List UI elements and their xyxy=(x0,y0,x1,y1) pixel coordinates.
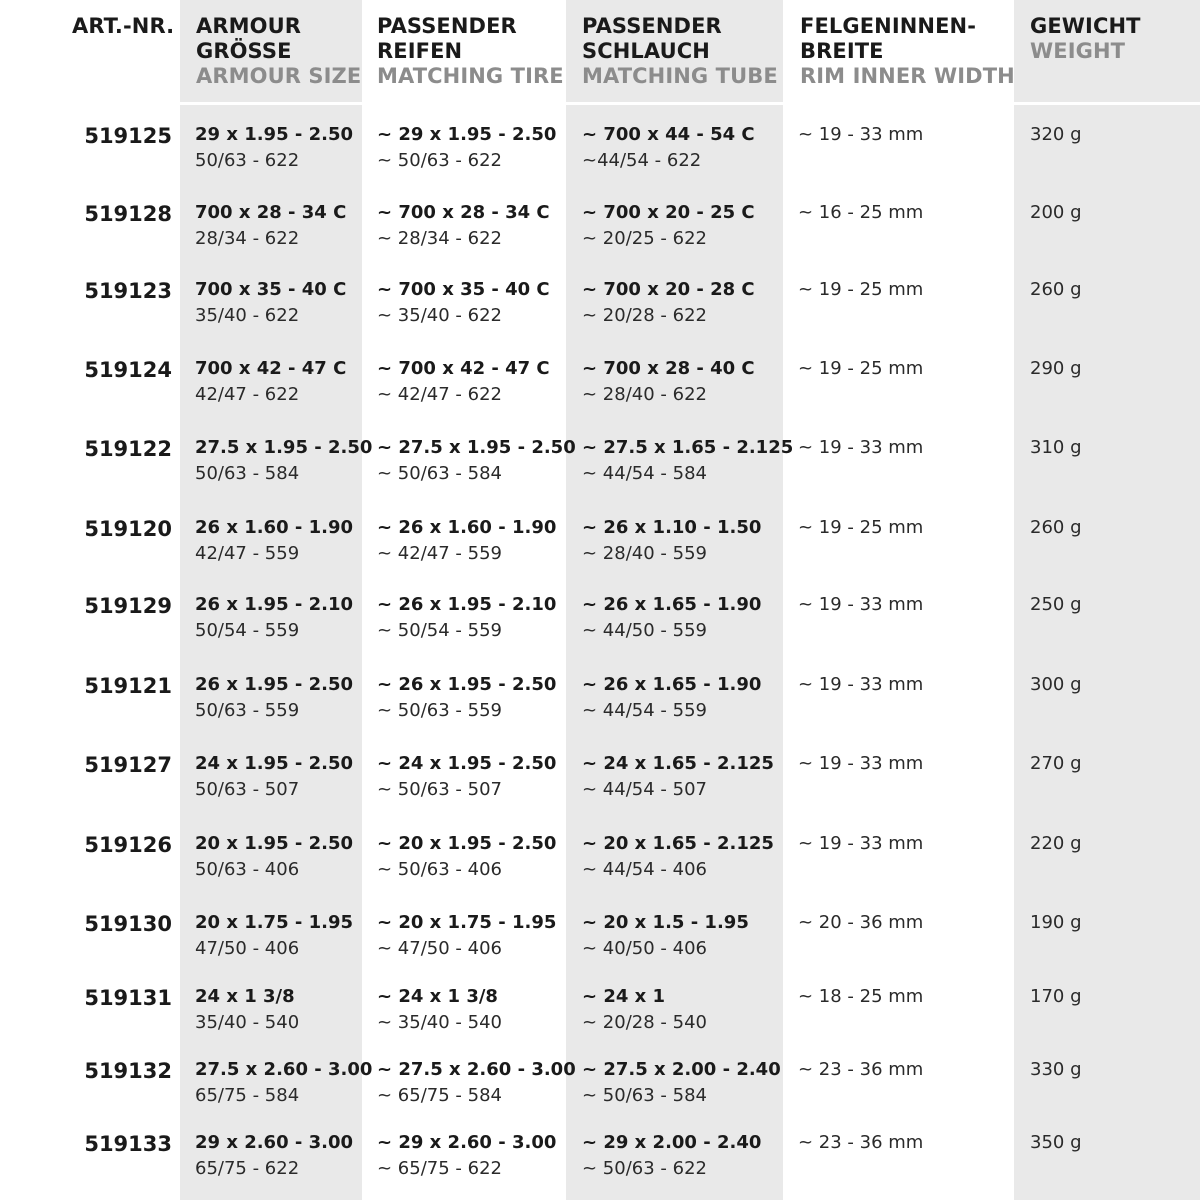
matching-tire: ~ 26 x 1.95 - 2.10 xyxy=(377,594,557,615)
table-row xyxy=(0,435,1200,495)
matching-tire-etrto: ~ 50/54 - 559 xyxy=(377,620,502,641)
matching-tube: ~ 27.5 x 2.00 - 2.40 xyxy=(582,1059,781,1080)
armour-size-cell xyxy=(195,592,353,644)
table-row xyxy=(0,672,1200,732)
matching-tube: ~ 26 x 1.10 - 1.50 xyxy=(582,517,762,538)
article-number-cell xyxy=(0,123,172,149)
armour-size-cell xyxy=(195,356,346,408)
matching-tube-etrto: ~ 20/25 - 622 xyxy=(582,228,707,249)
weight-cell xyxy=(1030,122,1082,148)
matching-tire-etrto: ~ 65/75 - 622 xyxy=(377,1158,502,1179)
rim-inner-width-cell xyxy=(798,1057,923,1083)
armour-etrto: 42/47 - 559 xyxy=(195,543,300,564)
matching-tire-etrto: ~ 50/63 - 622 xyxy=(377,150,502,171)
rim-inner-width: ~ 19 - 25 mm xyxy=(798,279,924,300)
header-armour-de-line1: ARMOUR xyxy=(196,14,301,38)
table-row xyxy=(0,1130,1200,1190)
matching-tire-etrto: ~ 47/50 - 406 xyxy=(377,938,502,959)
weight: 310 g xyxy=(1030,437,1082,458)
rim-inner-width: ~ 19 - 33 mm xyxy=(798,594,924,615)
matching-tire-etrto: ~ 50/63 - 406 xyxy=(377,859,502,880)
matching-tire: ~ 26 x 1.60 - 1.90 xyxy=(377,517,557,538)
matching-tire: ~ 29 x 2.60 - 3.00 xyxy=(377,1132,557,1153)
matching-tire-cell xyxy=(377,515,556,567)
matching-tire-etrto: ~ 35/40 - 622 xyxy=(377,305,502,326)
header-rim-en: RIM INNER WIDTH xyxy=(800,64,1015,88)
matching-tire-cell xyxy=(377,277,550,329)
matching-tube-cell xyxy=(582,910,749,962)
matching-tube-etrto: ~ 44/54 - 507 xyxy=(582,779,707,800)
table-row xyxy=(0,200,1200,260)
matching-tire-cell xyxy=(377,356,550,408)
header-weight xyxy=(1030,14,1141,64)
armour-size: 29 x 2.60 - 3.00 xyxy=(195,1132,354,1153)
weight-cell xyxy=(1030,1057,1082,1083)
header-tire-de-line1: PASSENDER xyxy=(377,14,517,38)
matching-tube: ~ 27.5 x 1.65 - 2.125 xyxy=(582,437,794,458)
weight-cell xyxy=(1030,1130,1082,1156)
armour-etrto: 35/40 - 540 xyxy=(195,1012,300,1033)
matching-tube-cell xyxy=(582,122,755,174)
weight: 220 g xyxy=(1030,833,1082,854)
weight: 250 g xyxy=(1030,594,1082,615)
matching-tube-cell xyxy=(582,435,793,487)
header-rim-inner-width xyxy=(800,14,1015,89)
rim-inner-width-cell xyxy=(798,200,923,226)
matching-tire-etrto: ~ 65/75 - 584 xyxy=(377,1085,502,1106)
rim-inner-width-cell xyxy=(798,672,923,698)
armour-size: 27.5 x 1.95 - 2.50 xyxy=(195,437,373,458)
armour-size: 27.5 x 2.60 - 3.00 xyxy=(195,1059,373,1080)
matching-tire: ~ 20 x 1.95 - 2.50 xyxy=(377,833,557,854)
weight-cell xyxy=(1030,356,1082,382)
armour-size: 20 x 1.75 - 1.95 xyxy=(195,912,354,933)
weight: 190 g xyxy=(1030,912,1082,933)
armour-size-cell xyxy=(195,1130,353,1182)
matching-tire: ~ 29 x 1.95 - 2.50 xyxy=(377,124,557,145)
matching-tire-cell xyxy=(377,122,556,174)
armour-etrto: 47/50 - 406 xyxy=(195,938,300,959)
matching-tire-cell xyxy=(377,984,502,1036)
matching-tube-etrto: ~ 44/54 - 559 xyxy=(582,700,707,721)
article-number: 519133 xyxy=(84,1132,172,1156)
matching-tube: ~ 24 x 1.65 - 2.125 xyxy=(582,753,774,774)
header-weight-de: GEWICHT xyxy=(1030,14,1141,38)
weight: 300 g xyxy=(1030,674,1082,695)
rim-inner-width-cell xyxy=(798,1130,923,1156)
rim-inner-width: ~ 23 - 36 mm xyxy=(798,1059,924,1080)
armour-size-cell xyxy=(195,515,353,567)
rim-inner-width: ~ 19 - 25 mm xyxy=(798,358,924,379)
article-number-cell xyxy=(0,357,172,383)
armour-etrto: 50/63 - 507 xyxy=(195,779,300,800)
header-divider xyxy=(0,102,1200,105)
armour-size-cell xyxy=(195,910,353,962)
armour-size-cell xyxy=(195,122,353,174)
rim-inner-width: ~ 19 - 33 mm xyxy=(798,124,924,145)
matching-tube-cell xyxy=(582,592,761,644)
weight: 170 g xyxy=(1030,986,1082,1007)
armour-size-cell xyxy=(195,831,353,883)
matching-tube-etrto: ~ 20/28 - 622 xyxy=(582,305,707,326)
header-tire-en: MATCHING TIRE xyxy=(377,64,564,88)
armour-size: 700 x 42 - 47 C xyxy=(195,358,347,379)
rim-inner-width-cell xyxy=(798,435,923,461)
header-weight-en: WEIGHT xyxy=(1030,39,1126,63)
rim-inner-width: ~ 19 - 33 mm xyxy=(798,753,924,774)
armour-size: 26 x 1.95 - 2.50 xyxy=(195,674,354,695)
armour-size: 24 x 1.95 - 2.50 xyxy=(195,753,354,774)
weight: 270 g xyxy=(1030,753,1082,774)
matching-tube-etrto: ~ 44/50 - 559 xyxy=(582,620,707,641)
article-number: 519128 xyxy=(84,202,172,226)
table-row xyxy=(0,515,1200,575)
armour-size-cell xyxy=(195,277,346,329)
matching-tire-cell xyxy=(377,1057,576,1109)
rim-inner-width-cell xyxy=(798,277,923,303)
matching-tube-etrto: ~44/54 - 622 xyxy=(582,150,702,171)
rim-inner-width: ~ 19 - 33 mm xyxy=(798,437,924,458)
article-number-cell xyxy=(0,201,172,227)
header-armour-en: ARMOUR SIZE xyxy=(196,64,362,88)
matching-tire-etrto: ~ 50/63 - 559 xyxy=(377,700,502,721)
matching-tire-etrto: ~ 42/47 - 559 xyxy=(377,543,502,564)
matching-tube-etrto: ~ 44/54 - 584 xyxy=(582,463,707,484)
rim-inner-width-cell xyxy=(798,356,923,382)
matching-tube-cell xyxy=(582,515,761,567)
table-row xyxy=(0,1057,1200,1117)
table-row xyxy=(0,831,1200,891)
matching-tube-cell xyxy=(582,984,707,1036)
matching-tire: ~ 700 x 35 - 40 C xyxy=(377,279,550,300)
article-number: 519120 xyxy=(84,517,172,541)
article-number: 519123 xyxy=(84,279,172,303)
article-number-cell xyxy=(0,278,172,304)
armour-etrto: 35/40 - 622 xyxy=(195,305,300,326)
matching-tire: ~ 700 x 42 - 47 C xyxy=(377,358,550,379)
matching-tube-etrto: ~ 20/28 - 540 xyxy=(582,1012,707,1033)
rim-inner-width: ~ 19 - 33 mm xyxy=(798,674,924,695)
armour-size: 29 x 1.95 - 2.50 xyxy=(195,124,354,145)
armour-etrto: 65/75 - 622 xyxy=(195,1158,300,1179)
article-number-cell xyxy=(0,593,172,619)
header-rim-de-line1: FELGENINNEN- xyxy=(800,14,977,38)
matching-tire-cell xyxy=(377,751,556,803)
matching-tube-etrto: ~ 50/63 - 584 xyxy=(582,1085,707,1106)
matching-tube-cell xyxy=(582,277,755,329)
matching-tube: ~ 700 x 20 - 25 C xyxy=(582,202,755,223)
header-tube-de-line2: SCHLAUCH xyxy=(582,39,710,63)
rim-inner-width-cell xyxy=(798,984,923,1010)
article-number-cell xyxy=(0,673,172,699)
armour-size-cell xyxy=(195,751,353,803)
rim-inner-width: ~ 20 - 36 mm xyxy=(798,912,924,933)
armour-etrto: 50/63 - 622 xyxy=(195,150,300,171)
rim-inner-width: ~ 19 - 25 mm xyxy=(798,517,924,538)
article-number-cell xyxy=(0,985,172,1011)
matching-tire-cell xyxy=(377,592,556,644)
header-armour-de-line2: GRÖSSE xyxy=(196,39,292,63)
matching-tire-etrto: ~ 28/34 - 622 xyxy=(377,228,502,249)
matching-tube: ~ 29 x 2.00 - 2.40 xyxy=(582,1132,762,1153)
article-number-cell xyxy=(0,1131,172,1157)
armour-etrto: 28/34 - 622 xyxy=(195,228,300,249)
matching-tube: ~ 26 x 1.65 - 1.90 xyxy=(582,594,762,615)
rim-inner-width: ~ 23 - 36 mm xyxy=(798,1132,924,1153)
armour-size-cell xyxy=(195,984,299,1036)
weight-cell xyxy=(1030,435,1082,461)
article-number: 519125 xyxy=(84,124,172,148)
weight: 350 g xyxy=(1030,1132,1082,1153)
matching-tube-etrto: ~ 44/54 - 406 xyxy=(582,859,707,880)
article-number-cell xyxy=(0,1058,172,1084)
weight-cell xyxy=(1030,831,1082,857)
matching-tire-cell xyxy=(377,200,550,252)
rim-inner-width-cell xyxy=(798,122,923,148)
matching-tube-cell xyxy=(582,356,755,408)
matching-tube-cell xyxy=(582,831,774,883)
matching-tube: ~ 24 x 1 xyxy=(582,986,666,1007)
article-number-cell xyxy=(0,911,172,937)
armour-size: 24 x 1 3/8 xyxy=(195,986,295,1007)
table-row xyxy=(0,751,1200,811)
matching-tube: ~ 700 x 44 - 54 C xyxy=(582,124,755,145)
article-number-cell xyxy=(0,832,172,858)
armour-etrto: 50/63 - 584 xyxy=(195,463,300,484)
matching-tube-cell xyxy=(582,1057,781,1109)
matching-tube: ~ 700 x 20 - 28 C xyxy=(582,279,755,300)
armour-size: 26 x 1.95 - 2.10 xyxy=(195,594,354,615)
matching-tube: ~ 20 x 1.5 - 1.95 xyxy=(582,912,749,933)
matching-tire: ~ 26 x 1.95 - 2.50 xyxy=(377,674,557,695)
weight-cell xyxy=(1030,672,1082,698)
armour-size-cell xyxy=(195,435,372,487)
matching-tire-etrto: ~ 50/63 - 507 xyxy=(377,779,502,800)
weight: 200 g xyxy=(1030,202,1082,223)
header-tire-de-line2: REIFEN xyxy=(377,39,463,63)
rim-inner-width: ~ 18 - 25 mm xyxy=(798,986,924,1007)
article-number: 519130 xyxy=(84,912,172,936)
matching-tube-etrto: ~ 40/50 - 406 xyxy=(582,938,707,959)
rim-inner-width-cell xyxy=(798,515,923,541)
header-art-nr xyxy=(72,14,174,39)
armour-size-cell xyxy=(195,1057,372,1109)
rim-inner-width-cell xyxy=(798,831,923,857)
weight: 320 g xyxy=(1030,124,1082,145)
article-number: 519131 xyxy=(84,986,172,1010)
rim-inner-width: ~ 16 - 25 mm xyxy=(798,202,924,223)
article-number: 519129 xyxy=(84,594,172,618)
armour-etrto: 65/75 - 584 xyxy=(195,1085,300,1106)
matching-tube-etrto: ~ 28/40 - 622 xyxy=(582,384,707,405)
matching-tube-cell xyxy=(582,751,774,803)
matching-tire-cell xyxy=(377,672,556,724)
matching-tire-cell xyxy=(377,435,576,487)
matching-tire: ~ 700 x 28 - 34 C xyxy=(377,202,550,223)
header-matching-tube xyxy=(582,14,778,89)
matching-tire-cell xyxy=(377,831,556,883)
article-number-cell xyxy=(0,752,172,778)
weight-cell xyxy=(1030,592,1082,618)
matching-tire: ~ 24 x 1 3/8 xyxy=(377,986,498,1007)
matching-tire-etrto: ~ 35/40 - 540 xyxy=(377,1012,502,1033)
matching-tube-etrto: ~ 28/40 - 559 xyxy=(582,543,707,564)
matching-tube-cell xyxy=(582,672,761,724)
armour-etrto: 50/63 - 406 xyxy=(195,859,300,880)
armour-etrto: 50/54 - 559 xyxy=(195,620,300,641)
armour-etrto: 42/47 - 622 xyxy=(195,384,300,405)
rim-inner-width-cell xyxy=(798,751,923,777)
matching-tire-etrto: ~ 50/63 - 584 xyxy=(377,463,502,484)
matching-tube: ~ 700 x 28 - 40 C xyxy=(582,358,755,379)
article-number: 519121 xyxy=(84,674,172,698)
weight-cell xyxy=(1030,200,1082,226)
table-row xyxy=(0,277,1200,337)
article-number: 519124 xyxy=(84,358,172,382)
article-number: 519127 xyxy=(84,753,172,777)
matching-tire-cell xyxy=(377,910,556,962)
table-row xyxy=(0,910,1200,970)
matching-tire: ~ 27.5 x 2.60 - 3.00 xyxy=(377,1059,576,1080)
header-armour-size xyxy=(196,14,361,89)
table-row xyxy=(0,984,1200,1044)
rim-inner-width-cell xyxy=(798,592,923,618)
weight-cell xyxy=(1030,910,1082,936)
weight-cell xyxy=(1030,277,1082,303)
header-tube-en: MATCHING TUBE xyxy=(582,64,778,88)
armour-size: 20 x 1.95 - 2.50 xyxy=(195,833,354,854)
table-row xyxy=(0,356,1200,416)
header-tube-de-line1: PASSENDER xyxy=(582,14,722,38)
weight-cell xyxy=(1030,515,1082,541)
weight: 330 g xyxy=(1030,1059,1082,1080)
article-number: 519122 xyxy=(84,437,172,461)
table-row xyxy=(0,122,1200,182)
article-number-cell xyxy=(0,516,172,542)
matching-tube: ~ 26 x 1.65 - 1.90 xyxy=(582,674,762,695)
armour-size: 700 x 35 - 40 C xyxy=(195,279,347,300)
armour-size: 26 x 1.60 - 1.90 xyxy=(195,517,354,538)
header-matching-tire xyxy=(377,14,564,89)
article-number-cell xyxy=(0,436,172,462)
article-number: 519132 xyxy=(84,1059,172,1083)
matching-tube-cell xyxy=(582,200,755,252)
armour-size-cell xyxy=(195,200,346,252)
header-art-nr-de: ART.-NR. xyxy=(72,14,175,38)
matching-tube: ~ 20 x 1.65 - 2.125 xyxy=(582,833,774,854)
article-number: 519126 xyxy=(84,833,172,857)
rim-inner-width: ~ 19 - 33 mm xyxy=(798,833,924,854)
matching-tube-etrto: ~ 50/63 - 622 xyxy=(582,1158,707,1179)
matching-tire: ~ 27.5 x 1.95 - 2.50 xyxy=(377,437,576,458)
armour-etrto: 50/63 - 559 xyxy=(195,700,300,721)
weight-cell xyxy=(1030,751,1082,777)
matching-tire: ~ 20 x 1.75 - 1.95 xyxy=(377,912,557,933)
weight-cell xyxy=(1030,984,1082,1010)
weight: 260 g xyxy=(1030,517,1082,538)
rim-inner-width-cell xyxy=(798,910,923,936)
weight: 290 g xyxy=(1030,358,1082,379)
matching-tire-etrto: ~ 42/47 - 622 xyxy=(377,384,502,405)
matching-tube-cell xyxy=(582,1130,761,1182)
matching-tire: ~ 24 x 1.95 - 2.50 xyxy=(377,753,557,774)
armour-size: 700 x 28 - 34 C xyxy=(195,202,347,223)
table-row xyxy=(0,592,1200,652)
armour-size-cell xyxy=(195,672,353,724)
matching-tire-cell xyxy=(377,1130,556,1182)
weight: 260 g xyxy=(1030,279,1082,300)
header-rim-de-line2: BREITE xyxy=(800,39,884,63)
